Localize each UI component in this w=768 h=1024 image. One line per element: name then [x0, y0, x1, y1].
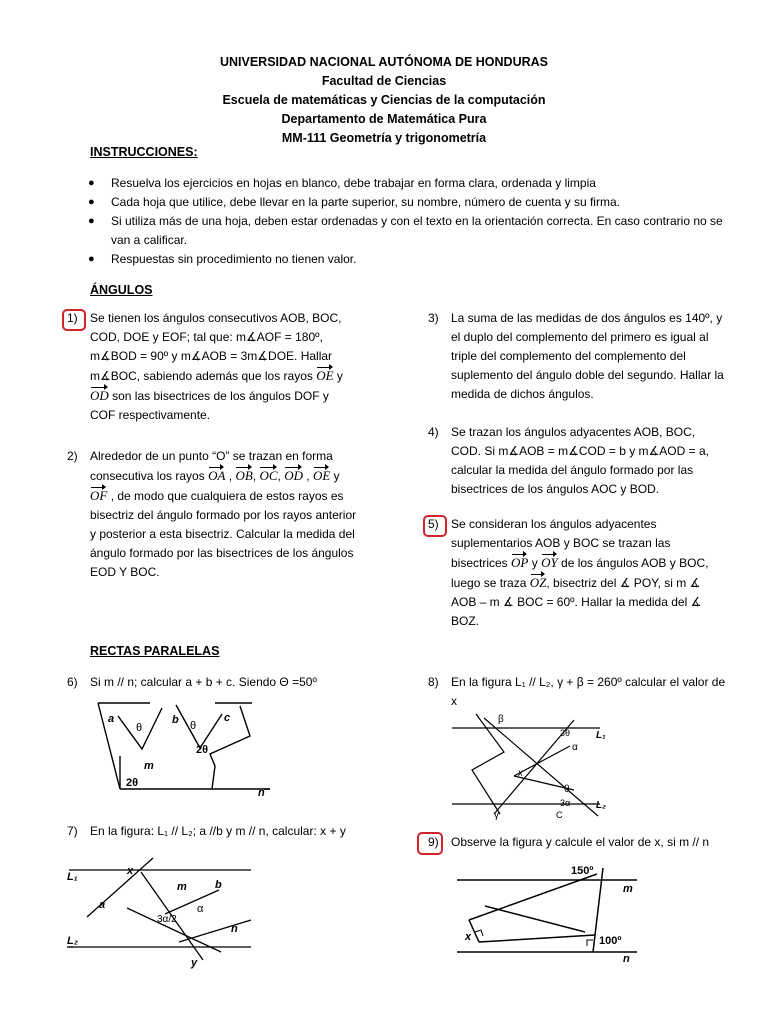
department-name: Departamento de Matemática Pura: [281, 112, 487, 126]
svg-text:L₂: L₂: [596, 800, 606, 811]
svg-text:θ: θ: [136, 722, 143, 734]
course-name: MM-111 Geometría y trigonometría: [281, 131, 487, 145]
svg-text:n: n: [623, 953, 630, 965]
svg-text:α: α: [572, 742, 578, 753]
svg-text:x: x: [465, 931, 472, 943]
vector-oa: OA: [208, 468, 226, 483]
svg-text:2θ: 2θ: [196, 744, 209, 756]
bullet-icon: ●: [88, 253, 95, 265]
vector-op: OP: [511, 555, 529, 570]
svg-text:θ: θ: [564, 784, 570, 795]
problem-2: 2) Alrededor de un punto “O” se trazan en forma consecutiva los rayos OA , OB, OC, OD , OE y OF , de modo que cualquiera de estos rayos es bisectriz del ángulo formado por los rayos anterior y posterior a esta bisectriz. Calcular la medida del ángulo formado por las bisectrices de los ángulos EOD Y BOC.: [67, 449, 357, 579]
svg-text:β: β: [498, 714, 504, 725]
svg-text:3α: 3α: [560, 798, 571, 808]
svg-text:L₂: L₂: [67, 935, 78, 947]
section-parallel-lines: RECTAS PARALELAS: [90, 644, 220, 658]
instruction-item: ● Resuelva los ejercicios en hojas en blanco, debe trabajar en forma clara, ordenada y limpia: [88, 174, 738, 193]
vector-od: OD: [90, 388, 109, 403]
bullet-icon: ●: [88, 177, 95, 189]
university-name: UNIVERSIDAD NACIONAL AUTÓNOMA DE HONDURAS: [219, 55, 548, 69]
svg-text:L₁: L₁: [67, 871, 78, 883]
vector-oe: OE: [316, 368, 334, 383]
problem-3: 3) La suma de las medidas de dos ángulos es 140º, y el duplo del complemento del primero es igual al triple del complemento del complemento del suplemento del ángulo doble del segundo. Hallar la medida de dichos ángulos.: [428, 311, 724, 401]
vector-oy: OY: [541, 555, 558, 570]
svg-text:3α/2: 3α/2: [157, 914, 177, 925]
vector-of: OF: [90, 488, 108, 503]
svg-text:m: m: [623, 883, 633, 895]
school-name: Escuela de matemáticas y Ciencias de la computación: [222, 93, 546, 107]
faculty-name: Facultad de Ciencias: [321, 74, 447, 88]
problem-9: 9) Observe la figura y calcule el valor de x, si m // n: [428, 835, 710, 849]
bullet-icon: ●: [88, 215, 95, 227]
svg-text:m: m: [144, 760, 154, 772]
vector-oc: OC: [259, 468, 278, 483]
problem-4: 4) Se trazan los ángulos adyacentes AOB, BOC, COD. Si m∡AOB = m∡COD = b y m∡AOD = a, calcular la medida del ángulo formado por las bisectrices de los ángulos AOC y BOD.: [428, 425, 709, 496]
svg-text:L₁: L₁: [596, 730, 606, 741]
svg-text:n: n: [231, 923, 238, 935]
svg-text:b: b: [172, 714, 179, 726]
instruction-item: ● Si utiliza más de una hoja, deben estar ordenadas y con el texto en la orientación correcta. En caso contrario no se van a calificar.: [88, 214, 723, 247]
instruction-item: ● Respuestas sin procedimiento no tienen valor.: [88, 250, 738, 269]
problem-8: 8) En la figura L₁ // L₂, γ + β = 260º calcular el valor de x: [428, 675, 726, 708]
svg-text:α: α: [197, 903, 204, 915]
svg-text:γ: γ: [494, 810, 499, 821]
section-angles: ÁNGULOS: [90, 283, 153, 297]
svg-text:3θ: 3θ: [560, 728, 571, 738]
svg-text:x: x: [518, 768, 523, 779]
instructions-title: INSTRUCCIONES:: [90, 145, 198, 159]
svg-text:C: C: [556, 810, 563, 820]
bullet-icon: ●: [88, 196, 95, 208]
problem-5: 5) Se consideran los ángulos adyacentes suplementarios AOB y BOC se trazan las bisectrices OP y OY de los ángulos AOB y BOC, luego se traza OZ, bisectriz del ∡ POY, si m ∡ AOB – m ∡ BOC = 60º. Hallar la medida del ∡ BOZ.: [428, 517, 709, 628]
figure-9: [455, 860, 645, 965]
vector-od: OD: [284, 468, 303, 483]
problem-1: 1) Se tienen los ángulos consecutivos AOB, BOC, COD, DOE y EOF; tal que: m∡AOF = 180º, m∡BOD = 90º y m∡AOB = 3m∡DOE. Hallar m∡BOC, sabiendo además que los rayos OE y OD son las bisectrices de los ángulos DOF y COF respectivamente.: [67, 311, 343, 422]
svg-text:b: b: [215, 879, 222, 891]
problem-7: 7) En la figura: L₁ // L₂; a //b y m // n, calcular: x + y: [67, 824, 346, 838]
svg-text:y: y: [191, 957, 198, 969]
figure-6: [90, 696, 290, 799]
document-header: [0, 53, 768, 148]
svg-text:150º: 150º: [571, 865, 594, 877]
svg-text:a: a: [99, 899, 106, 911]
svg-text:c: c: [224, 712, 231, 724]
svg-text:100º: 100º: [599, 935, 622, 947]
figure-7: [65, 852, 255, 970]
svg-text:n: n: [258, 787, 265, 799]
svg-text:θ: θ: [190, 720, 197, 732]
vector-ob: OB: [235, 468, 253, 483]
vector-oe: OE: [312, 468, 331, 483]
problem-6: 6) Si m // n; calcular a + b + c. Siendo Θ =50º: [67, 675, 317, 689]
instruction-item: ● Cada hoja que utilice, debe llevar en la parte superior, su nombre, número de cuenta y su firma.: [88, 193, 738, 212]
figure-8: [450, 710, 620, 820]
svg-text:x: x: [127, 865, 134, 877]
svg-text:m: m: [177, 881, 187, 893]
svg-text:2θ: 2θ: [126, 777, 139, 789]
vector-oz: OZ: [529, 575, 547, 590]
svg-text:a: a: [108, 713, 115, 725]
